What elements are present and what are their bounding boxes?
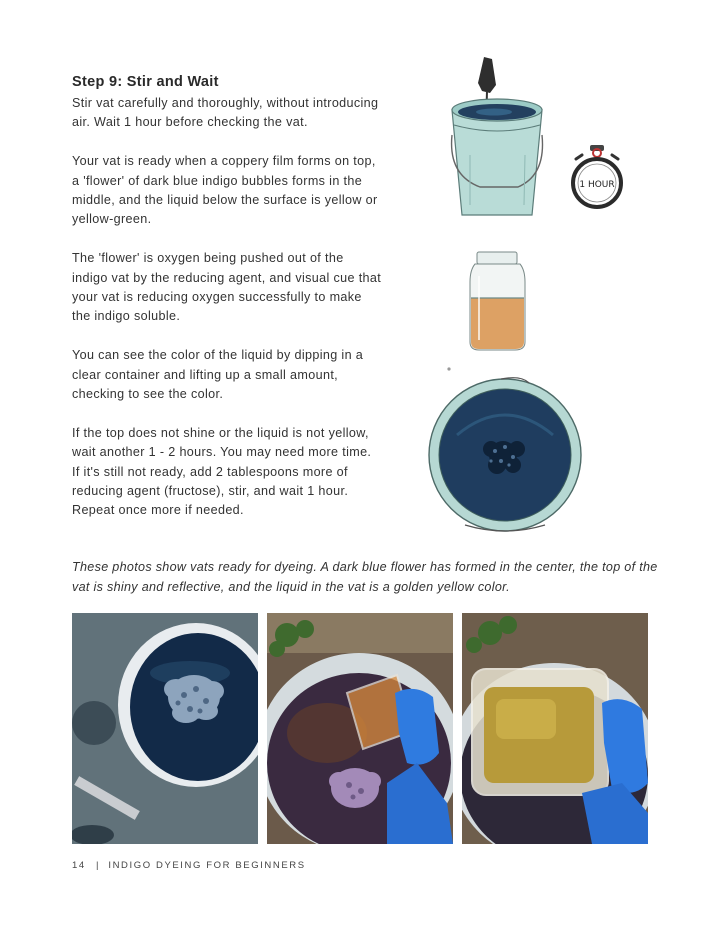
step-paragraph-5: If the top does not shine or the liquid is not yellow, wait another 1 - 2 hours. You may need more time. If it's still not ready, add 2 tablespoons more of reducing agent (fructose), stir, and wait 1 hour. Repeat once more if needed. [72,425,372,518]
step-paragraph-1: Stir vat carefully and thoroughly, without introducing air. Wait 1 hour before checking the vat. [72,96,379,130]
photo-yellow-liquid [462,613,648,844]
photo-vat-flower [72,613,258,844]
step-paragraph-4: You can see the color of the liquid by dipping in a clear container and lifting up a small amount, checking to see the color. [72,348,364,402]
timer-label: 1 HOUR [579,180,615,190]
step-title: Step 9: Stir and Wait [72,74,219,90]
bucket-illustration [440,55,560,225]
step-paragraph-2: Your vat is ready when a coppery film forms on top, a 'flower' of dark blue indigo bubbles forms in the middle, and the liquid below the surface is yellow or yellow-green. [72,154,378,227]
photo-caption: These photos show vats ready for dyeing. A dark blue flower has formed in the center, the top of the vat is shiny and reflective, and the liquid in the vat is a golden yellow color. [72,560,658,594]
page-number: 14 [72,860,86,871]
photo-dipping-container [267,613,453,844]
step-paragraph-3: The 'flower' is oxygen being pushed out of the indigo vat by the reducing agent, and visual cue that your vat is reducing oxygen successfully to make the indigo soluble. [72,251,382,324]
jar-illustration [465,250,530,353]
book-title: INDIGO DYEING FOR BEGINNERS [108,860,306,871]
step-content [72,73,382,540]
page-footer [72,860,306,871]
footer-separator: | [96,860,101,871]
stopwatch-illustration [570,143,624,213]
vat-topdown-illustration [425,365,585,537]
